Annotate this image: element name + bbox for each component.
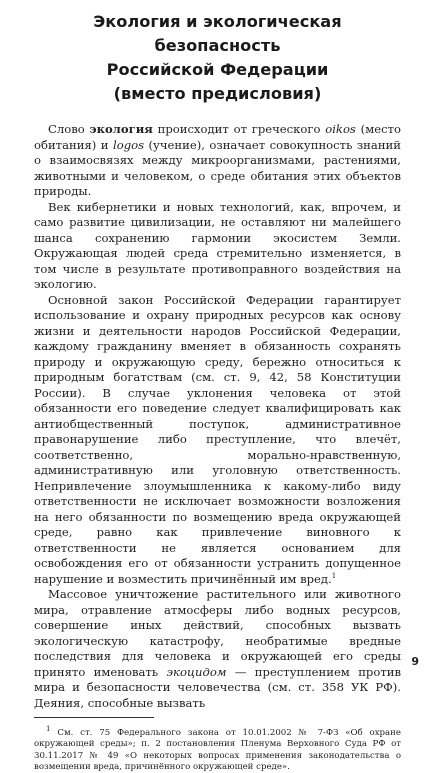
footnote-divider — [34, 717, 154, 718]
term-ecology: экология — [89, 122, 153, 136]
term-ecocide: экоцидом — [166, 664, 227, 679]
title-line-1: Экология и экологическая безопасность — [93, 12, 342, 55]
chapter-title — [34, 10, 401, 106]
title-line-2: Российской Федерации — [106, 60, 329, 79]
footnote-ref: 1 — [331, 571, 337, 580]
page-number: 9 — [411, 655, 419, 668]
term-oikos: oikos — [325, 122, 356, 136]
paragraph-1: Слово экология происходит от греческого oikos (место обитания) и logos (учение), означает совокупность знаний о взаимосвязях между микроорганизмами, растениями, животными и человеком, о среде обитания этих объектов природы. — [34, 122, 402, 198]
title-line-3: (вместо предисловия) — [113, 84, 322, 103]
paragraph-4: Массовое уничтожение растительного или животного мира, отравление атмосферы либо водных ресурсов, совершение иных действий, способных вызвать экологическую катастрофу, необратимые вредные последствия для человека и окружающей его среды принято именовать экоцидом — преступлением против мира и безопасности человечества (см. ст. 358 УК РФ). Деяния, способные вызвать — [34, 587, 401, 710]
footnote-number: 1 — [46, 724, 51, 733]
footnote: $^1$ См. ст. 75 Федерального закона от 10.01.2002 № 7-ФЗ «Об охране окружающей среды»; п. 2 постановления Пленума Верховного Суда РФ от 30.11.2017 № 49 «О некоторых вопросах применения законодательства о возмещении вреда, причинённого окружающей среде». — [34, 724, 401, 773]
paragraph-2: Век кибернетики и новых технологий, как, впрочем, и само развитие цивилизации, не оставляют ни малейшего шанса сохранению гармонии экосистем Земли. Окружающая людей среда стремительно изменяется, в том числе в результате противоправного воздействия на экологию. — [34, 199, 401, 291]
term-logos: logos — [113, 137, 145, 152]
paragraph-3: Основной закон Российской Федерации гарантирует использование и охрану природных ресурсов как основу жизни и деятельности народов Российской Федерации, каждому гражданину вменяет в обязанность сохранять природу и окружающую среду, бережно относиться к природным богатствам (см. ст. 9, 42, 58 Конституции России). В случае уклонения человека от этой обязанности его поведение следует квалифицировать как антиобщественный поступок, административное правонарушение либо преступление, что влечёт, соответственно, морально-нравственную, административную или уголовную ответственность. Непривлечение злоумышленника к какому-либо виду ответственности не исключает возможности возложения на него обязанности по возмещению вреда окружающей среде, равно как привлечение виновного к ответственности не является основанием для освобождения его от обязанности устранить допущенное нарушение и возместить причинённый им вред.$^1$ — [34, 292, 401, 586]
